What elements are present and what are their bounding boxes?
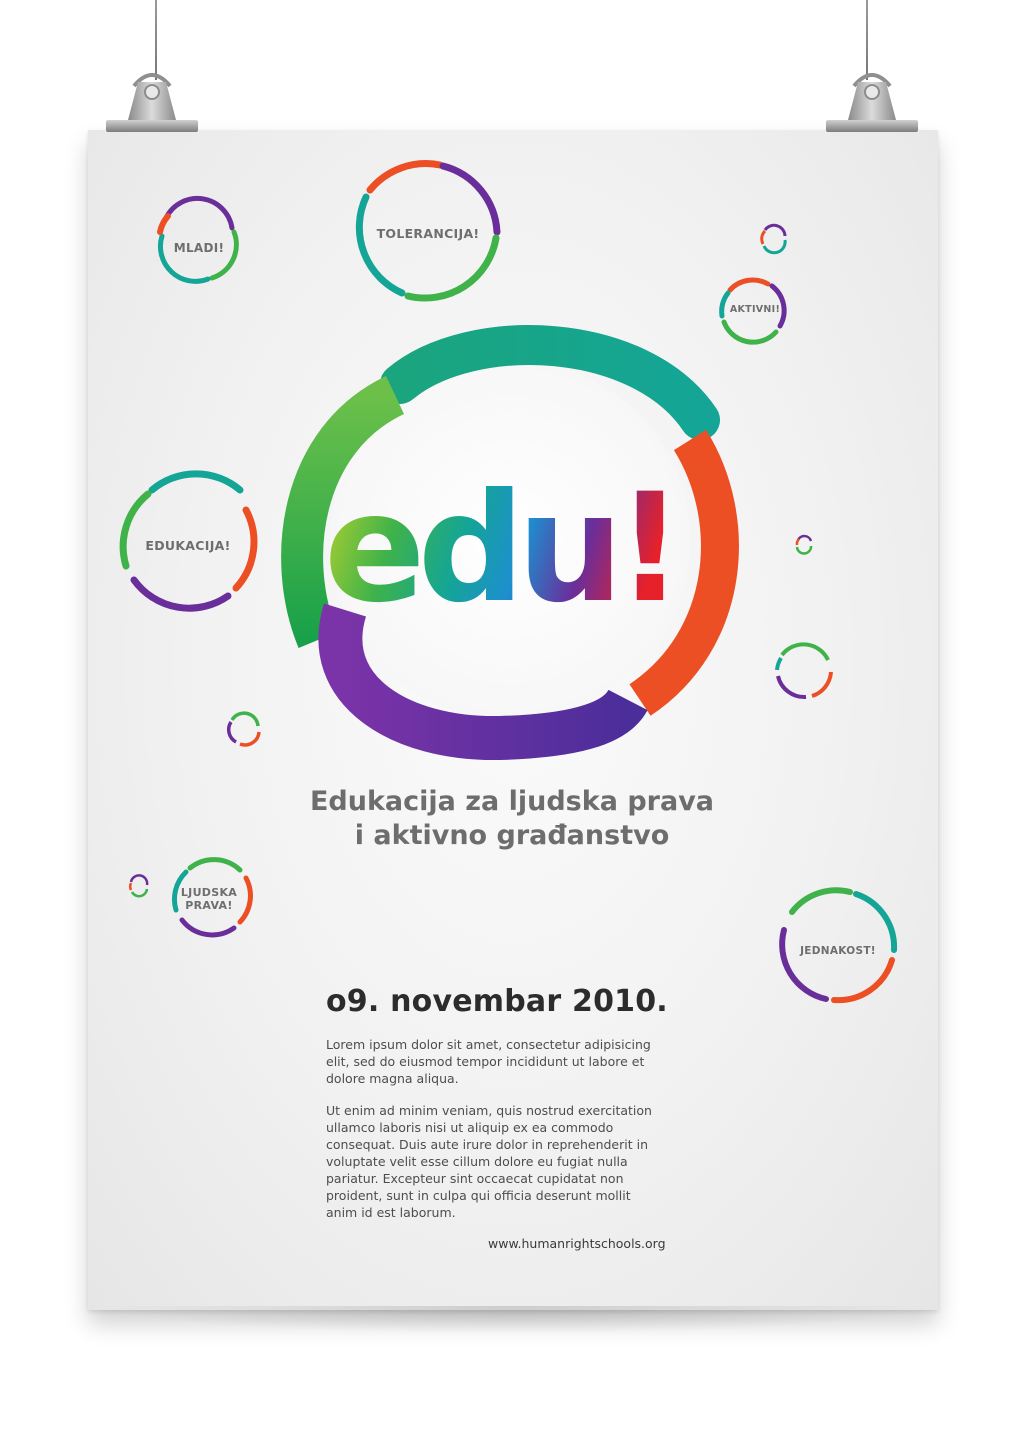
paragraph-2-line: proident, sunt in culpa qui officia deserunt mollit bbox=[326, 1188, 631, 1203]
paragraph-2-line: Ut enim ad minim veniam, quis nostrud exercitation bbox=[326, 1103, 652, 1118]
paragraph-1-line: Lorem ipsum dolor sit amet, consectetur adipisicing bbox=[326, 1037, 651, 1052]
paragraph-2-line: anim id est laborum. bbox=[326, 1205, 456, 1220]
bubble-label-mladi: MLADI! bbox=[173, 240, 225, 255]
bubble-label-ljudska-prava bbox=[176, 882, 242, 916]
small-ring-5 bbox=[130, 875, 147, 896]
bubble-label-prava: PRAVA! bbox=[185, 899, 233, 912]
bubble-label-edukacija: EDUKACIJA! bbox=[145, 537, 231, 553]
logo-text: edu! bbox=[323, 462, 677, 636]
paragraph-2-line: voluptate velit esse cillum dolore eu fugiat nulla bbox=[326, 1154, 628, 1169]
paragraph-2-line: consequat. Duis aute irure dolor in reprehenderit in bbox=[326, 1137, 648, 1152]
small-ring-2 bbox=[797, 536, 811, 553]
event-date: o9. novembar 2010. bbox=[326, 984, 668, 1019]
paragraph-1-line: dolore magna aliqua. bbox=[326, 1071, 459, 1086]
headline-line-1: Edukacija za ljudska prava bbox=[309, 786, 715, 817]
paragraph-1 bbox=[326, 1036, 696, 1087]
bubble-label-tolerancija: TOLERANCIJA! bbox=[376, 225, 480, 241]
paragraph-2 bbox=[326, 1102, 696, 1221]
paragraph-2-line: pariatur. Excepteur sint occaecat cupidatat non bbox=[326, 1171, 624, 1186]
small-ring-3 bbox=[777, 644, 831, 697]
headline-line-2: i aktivno građanstvo bbox=[354, 820, 670, 851]
website-url[interactable]: www.humanrightschools.org bbox=[488, 1236, 666, 1251]
paragraph-2-line: ullamco laboris nisi ut aliquip ex ea commodo bbox=[326, 1120, 614, 1135]
bubble-label-jednakost: JEDNAKOST! bbox=[800, 944, 876, 957]
paragraph-1-line: elit, sed do eiusmod tempor incididunt ut labore et bbox=[326, 1054, 645, 1069]
bubble-label-aktivni: AKTIVNI! bbox=[729, 304, 781, 316]
small-ring-1 bbox=[762, 225, 785, 252]
small-ring-4 bbox=[229, 713, 259, 745]
bubble-label-ljudska: LJUDSKA bbox=[180, 885, 238, 899]
